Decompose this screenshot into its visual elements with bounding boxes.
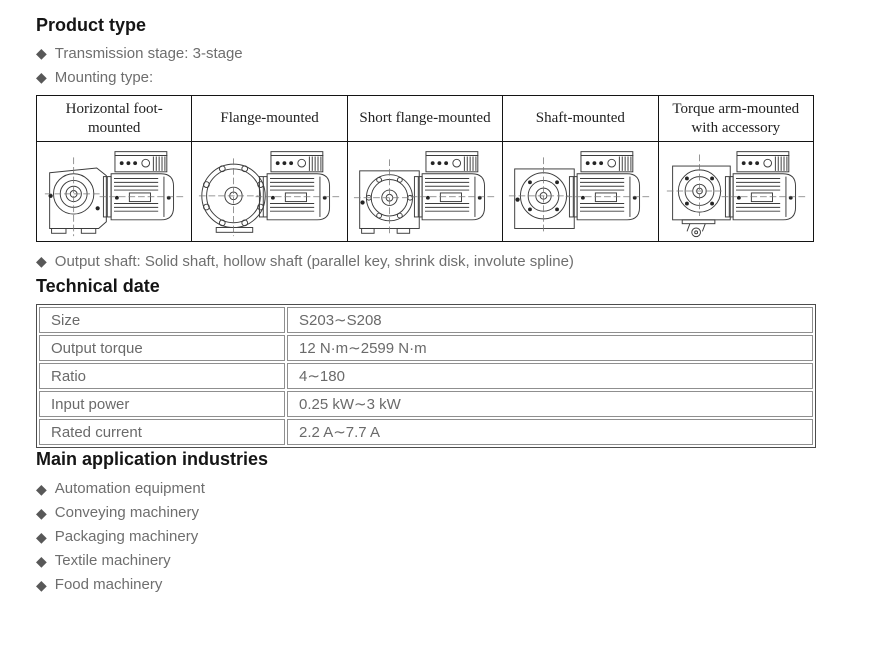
table-row	[39, 391, 813, 417]
application-text: Packaging machinery	[54, 528, 199, 545]
mounting-table-drawing-row	[37, 142, 814, 242]
table-row	[39, 419, 813, 445]
bullet-transmission-stage	[36, 43, 856, 64]
spec-label: Rated current	[39, 419, 285, 445]
diamond-bullet-icon: ◆	[36, 505, 47, 521]
technical-data-title: Technical date	[36, 276, 160, 296]
column-header-flange-mounted: Flange-mounted	[192, 96, 347, 142]
diamond-bullet-icon: ◆	[36, 253, 47, 269]
column-header-torque-arm-mounted: Torque arm-mounted with accessory	[658, 96, 813, 142]
list-item	[36, 573, 856, 597]
spec-value: S203∼S208	[287, 307, 813, 333]
diamond-bullet-icon: ◆	[36, 553, 47, 569]
list-item	[36, 549, 856, 573]
bullet-text: Output shaft: Solid shaft, hollow shaft (parallel key, shrink disk, involute spline)	[54, 253, 574, 270]
gear-motor-drawing-shaft-mounted-icon	[505, 143, 655, 240]
application-text: Conveying machinery	[54, 504, 200, 521]
drawing-cell	[658, 142, 813, 242]
spec-value: 0.25 kW∼3 kW	[287, 391, 813, 417]
list-item	[36, 501, 856, 525]
spec-label: Output torque	[39, 335, 285, 361]
table-row	[39, 307, 813, 333]
applications-title: Main application industries	[36, 449, 269, 469]
drawing-cell	[192, 142, 347, 242]
column-header-short-flange-mounted: Short flange-mounted	[347, 96, 502, 142]
product-type-title: Product type	[36, 15, 147, 35]
bullet-text: Transmission stage: 3-stage	[54, 45, 243, 62]
bullet-text: Mounting type:	[54, 69, 154, 86]
list-item	[36, 525, 856, 549]
application-text: Textile machinery	[54, 552, 171, 569]
spec-value: 12 N·m∼2599 N·m	[287, 335, 813, 361]
spec-label: Input power	[39, 391, 285, 417]
application-text: Food machinery	[54, 576, 163, 593]
drawing-cell	[347, 142, 502, 242]
applications-list	[36, 477, 856, 597]
column-header-horizontal-foot-mounted: Horizontal foot-mounted	[37, 96, 192, 142]
diamond-bullet-icon: ◆	[36, 69, 47, 85]
technical-data-table	[36, 304, 816, 448]
gear-motor-drawing-horizontal-foot-mounted-icon	[39, 143, 189, 240]
spec-label: Size	[39, 307, 285, 333]
bullet-mounting-type	[36, 67, 856, 88]
table-row	[39, 363, 813, 389]
gear-motor-drawing-flange-mounted-icon	[195, 143, 345, 240]
spec-value: 2.2 A∼7.7 A	[287, 419, 813, 445]
diamond-bullet-icon: ◆	[36, 45, 47, 61]
diamond-bullet-icon: ◆	[36, 577, 47, 593]
spec-label: Ratio	[39, 363, 285, 389]
drawing-cell	[503, 142, 658, 242]
table-row	[39, 335, 813, 361]
application-text: Automation equipment	[54, 480, 205, 497]
diamond-bullet-icon: ◆	[36, 529, 47, 545]
spec-value: 4∼180	[287, 363, 813, 389]
list-item	[36, 477, 856, 501]
mounting-table-header-row	[37, 96, 814, 142]
bullet-output-shaft	[36, 251, 856, 272]
drawing-cell	[37, 142, 192, 242]
gear-motor-drawing-torque-arm-mounted-icon	[661, 143, 811, 240]
mounting-type-table	[36, 95, 814, 242]
column-header-shaft-mounted: Shaft-mounted	[503, 96, 658, 142]
diamond-bullet-icon: ◆	[36, 481, 47, 497]
gear-motor-drawing-short-flange-mounted-icon	[350, 143, 500, 240]
